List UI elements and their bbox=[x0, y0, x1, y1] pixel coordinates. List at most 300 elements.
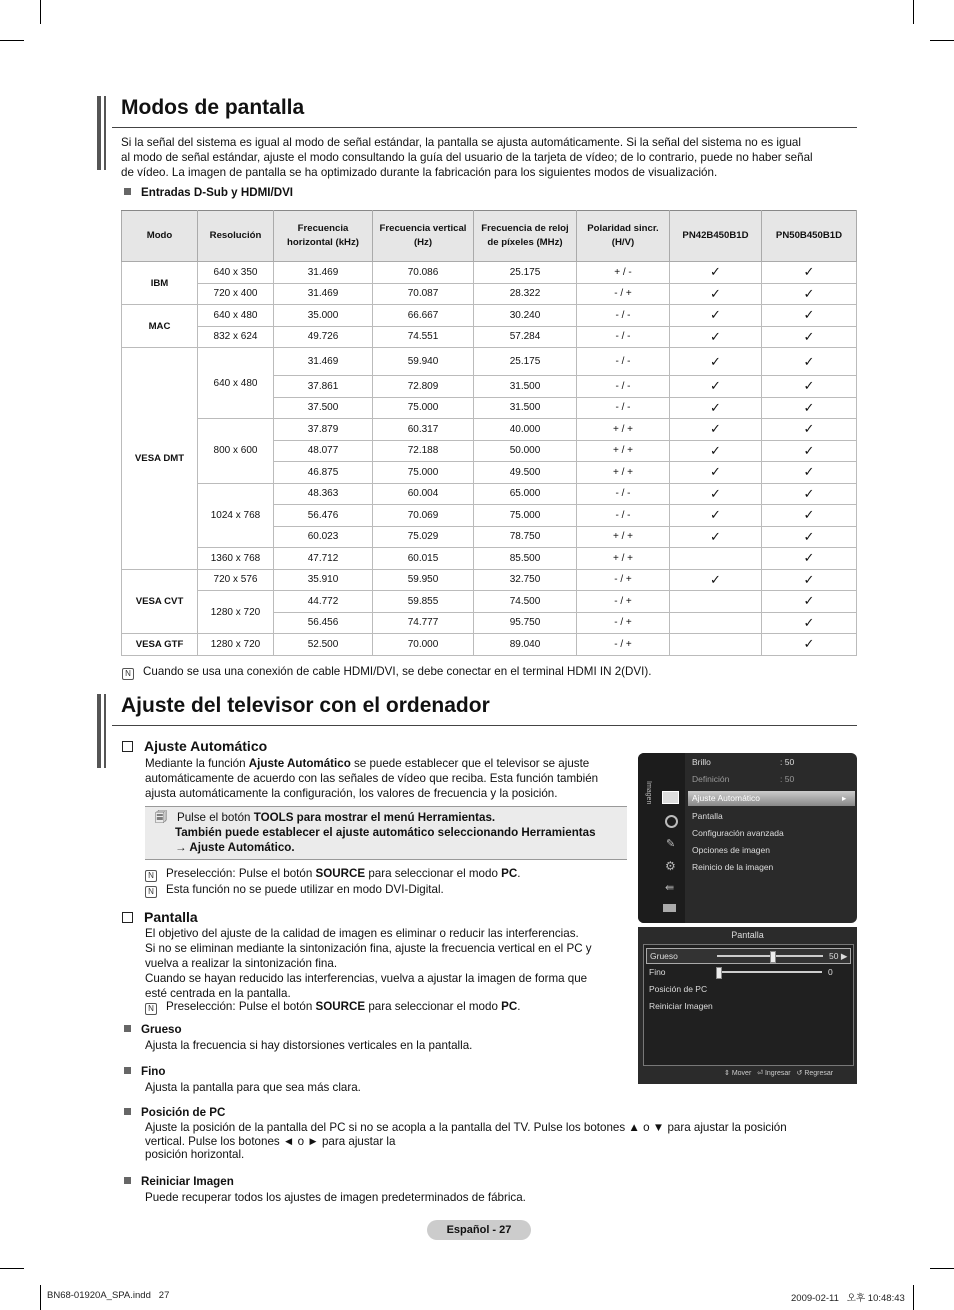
table-header-cell: Frecuencia horizontal (kHz) bbox=[274, 211, 373, 262]
check-icon: ✓ bbox=[803, 485, 815, 501]
osd-row-value: 0 bbox=[828, 967, 833, 977]
value-cell: 60.023 bbox=[274, 526, 373, 548]
check-icon: ✓ bbox=[803, 421, 815, 437]
check-icon: ✓ bbox=[803, 528, 815, 544]
pantalla-paragraph: El objetivo del ajuste de la calidad de imagen es eliminar o reducir las interferencias. Si no se eliminan mediante la sintonización fina, ajuste la frecuencia vertical en el PC y vuelva a realizar la sintonización fina. Cuando se hayan reducido las interferencias, vuelva a ajustar la imagen de forma que esté centrada en la pantalla. bbox=[145, 927, 592, 1000]
value-cell: 48.077 bbox=[274, 440, 373, 462]
value-cell: + / + bbox=[577, 419, 670, 441]
pantalla-note bbox=[145, 999, 520, 1015]
check-icon: ✓ bbox=[710, 285, 721, 301]
osd-row-label: Reiniciar Imagen bbox=[649, 1001, 713, 1011]
value-cell: 75.000 bbox=[373, 462, 474, 484]
check-icon: ✓ bbox=[803, 264, 815, 280]
table-row bbox=[122, 348, 857, 376]
support-cell bbox=[670, 569, 762, 591]
crop-mark bbox=[913, 1285, 914, 1310]
item-posicion bbox=[124, 1105, 824, 1162]
item-title-text: Grueso bbox=[141, 1023, 182, 1036]
pnote-a: Preselección: Pulse el botón bbox=[166, 1000, 316, 1013]
support-cell bbox=[762, 397, 857, 419]
item-reiniciar bbox=[124, 1174, 526, 1205]
osd-row-value: ▸ bbox=[842, 793, 847, 803]
support-cell bbox=[670, 262, 762, 284]
note-icon: N bbox=[145, 870, 157, 882]
section-rule bbox=[112, 127, 857, 128]
value-cell: 37.879 bbox=[274, 419, 373, 441]
mode-cell: IBM bbox=[122, 262, 198, 305]
value-cell: 78.750 bbox=[474, 526, 577, 548]
osd-slider-knob[interactable] bbox=[770, 951, 776, 963]
check-icon: ✓ bbox=[710, 399, 721, 415]
check-icon: ✓ bbox=[803, 353, 815, 369]
check-icon: ✓ bbox=[803, 507, 815, 523]
value-cell: 74.500 bbox=[474, 591, 577, 613]
osd-row-value: : 50 bbox=[780, 757, 795, 767]
table-header-cell: Frecuencia vertical (Hz) bbox=[373, 211, 474, 262]
display-modes-table bbox=[121, 210, 857, 656]
return-icon: ↺ bbox=[796, 1070, 803, 1077]
value-cell: 56.456 bbox=[274, 612, 373, 634]
value-cell: 46.875 bbox=[274, 462, 373, 484]
osd-pantalla-panel bbox=[643, 944, 854, 1066]
osd-pantalla-row[interactable] bbox=[646, 948, 851, 964]
check-icon: ✓ bbox=[710, 378, 721, 394]
value-cell: 47.712 bbox=[274, 548, 373, 570]
support-cell bbox=[670, 397, 762, 419]
value-cell: 72.809 bbox=[373, 376, 474, 398]
resolution-cell: 1024 x 768 bbox=[198, 483, 274, 548]
table-header-cell: Polaridad sincr. (H/V) bbox=[577, 211, 670, 262]
osd-menu-row[interactable] bbox=[688, 843, 855, 858]
osd-picture-menu bbox=[638, 753, 857, 923]
section-title-modos: Modos de pantalla bbox=[121, 96, 305, 119]
value-cell: 49.500 bbox=[474, 462, 577, 484]
value-cell: - / - bbox=[577, 505, 670, 527]
osd-row-label: Brillo bbox=[692, 757, 711, 767]
pnote-d: PC bbox=[501, 1000, 518, 1013]
value-cell: 25.175 bbox=[474, 262, 577, 284]
value-cell: - / + bbox=[577, 634, 670, 656]
tip-b: TOOLS para mostrar el menú Herramientas. bbox=[253, 811, 496, 824]
pantalla-heading bbox=[122, 909, 198, 925]
bullet-square-icon bbox=[124, 1067, 131, 1074]
table-row bbox=[122, 262, 857, 284]
check-icon: ✓ bbox=[710, 528, 721, 544]
osd-row-value: : 50 bbox=[780, 774, 795, 784]
item-text: Ajusta la pantalla para que sea más clara. bbox=[145, 1081, 361, 1094]
file-meta: BN68-01920A_SPA.indd 27 bbox=[47, 1290, 170, 1301]
value-cell: 49.726 bbox=[274, 326, 373, 348]
item-text: Ajuste la posición de la pantalla del PC si no se acopla a la pantalla del TV. Pulse los botones ▲ o ▼ para ajustar la posición vertical. Pulse los botones ◄ o ► para ajustar la posición horizontal. bbox=[145, 1121, 787, 1161]
support-cell bbox=[762, 569, 857, 591]
intro-paragraph: Si la señal del sistema es igual al modo de señal estándar, la pantalla se ajusta automáticamente. Si la señal del sistema no es igual al modo de señal estándar, ajuste el modo consultando la guía del usuario de la tarjeta de vídeo; de lo contrario, puede no haber señal de vídeo. La imagen de pantalla se ha optimizado durante la fabricación para los siguientes modos de visualización. bbox=[121, 136, 813, 179]
value-cell: 70.069 bbox=[373, 505, 474, 527]
pantalla-heading-text: Pantalla bbox=[144, 909, 198, 925]
mode-cell: VESA DMT bbox=[122, 348, 198, 570]
auto-p1b: Ajuste Automático bbox=[248, 757, 351, 770]
date-meta: 2009-02-11 오후 10:48:43 bbox=[791, 1293, 905, 1304]
value-cell: 70.086 bbox=[373, 262, 474, 284]
value-cell: 30.240 bbox=[474, 305, 577, 327]
section-bar bbox=[104, 96, 106, 170]
osd-pantalla-dialog bbox=[638, 927, 857, 1084]
auto-heading bbox=[122, 738, 267, 754]
value-cell: - / + bbox=[577, 283, 670, 305]
crop-mark bbox=[930, 40, 954, 41]
support-cell bbox=[762, 612, 857, 634]
osd-slider-track[interactable] bbox=[717, 955, 823, 957]
osd-pantalla-row[interactable] bbox=[646, 965, 849, 979]
crop-mark bbox=[0, 1268, 24, 1269]
hint-ingresar: Ingresar bbox=[764, 1070, 791, 1077]
hdmi-note-text: Cuando se usa una conexión de cable HDMI/DVI, se debe conectar en el terminal HDMI IN 2(DVI). bbox=[143, 665, 652, 678]
osd-hints bbox=[724, 1069, 833, 1077]
check-icon: ✓ bbox=[803, 328, 815, 344]
table-row bbox=[122, 591, 857, 613]
value-cell: 70.087 bbox=[373, 283, 474, 305]
note2: Esta función no se puede utilizar en modo DVI-Digital. bbox=[166, 883, 444, 896]
crop-mark bbox=[40, 0, 41, 24]
support-cell bbox=[670, 440, 762, 462]
support-cell bbox=[762, 634, 857, 656]
value-cell: 89.040 bbox=[474, 634, 577, 656]
table-row bbox=[122, 569, 857, 591]
osd-row-label: Grueso bbox=[650, 951, 678, 961]
pnote-c: para seleccionar el modo bbox=[365, 1000, 502, 1013]
check-icon: ✓ bbox=[803, 307, 815, 323]
osd-row-label: Reinicio de la imagen bbox=[692, 862, 774, 872]
osd-row-label: Definición bbox=[692, 774, 730, 784]
value-cell: - / + bbox=[577, 612, 670, 634]
support-cell bbox=[670, 419, 762, 441]
support-cell bbox=[670, 305, 762, 327]
item-title bbox=[124, 1022, 451, 1037]
check-icon: ✓ bbox=[710, 507, 721, 523]
checkbox-icon bbox=[122, 912, 133, 923]
check-icon: ✓ bbox=[803, 614, 815, 630]
table-header-cell: Modo bbox=[122, 211, 198, 262]
table-header-cell: PN50B450B1D bbox=[762, 211, 857, 262]
item-fino bbox=[124, 1064, 361, 1095]
value-cell: 37.861 bbox=[274, 376, 373, 398]
value-cell: - / - bbox=[577, 376, 670, 398]
auto-paragraph bbox=[145, 756, 635, 801]
resolution-cell: 640 x 480 bbox=[198, 348, 274, 419]
support-cell bbox=[670, 612, 762, 634]
value-cell: 75.029 bbox=[373, 526, 474, 548]
value-cell: + / - bbox=[577, 262, 670, 284]
hint-regresar: Regresar bbox=[804, 1070, 834, 1077]
value-cell: - / - bbox=[577, 326, 670, 348]
bullet-square-icon bbox=[124, 1108, 131, 1115]
hdmi-note bbox=[122, 664, 651, 680]
crop-mark bbox=[40, 1285, 41, 1310]
value-cell: 95.750 bbox=[474, 612, 577, 634]
check-icon: ✓ bbox=[710, 307, 721, 323]
osd-pantalla-row[interactable] bbox=[646, 982, 849, 996]
value-cell: 65.000 bbox=[474, 483, 577, 505]
support-cell bbox=[762, 483, 857, 505]
section-bar bbox=[97, 96, 101, 170]
section-rule bbox=[112, 725, 857, 726]
note1b: SOURCE bbox=[315, 867, 366, 880]
support-cell bbox=[762, 262, 857, 284]
value-cell: 75.000 bbox=[474, 505, 577, 527]
item-grueso bbox=[124, 1022, 473, 1053]
note-icon: N bbox=[145, 1003, 157, 1015]
tip-c: También puede establecer el ajuste automático seleccionando Herramientas → Ajuste Automático. bbox=[175, 826, 596, 854]
note1e: . bbox=[517, 867, 521, 880]
osd-pantalla-title: Pantalla bbox=[731, 930, 764, 940]
sound-icon bbox=[665, 815, 678, 828]
move-icon: ⇕ bbox=[724, 1070, 730, 1077]
value-cell: - / - bbox=[577, 348, 670, 376]
item-text: Ajusta la frecuencia si hay distorsiones verticales en la pantalla. bbox=[145, 1039, 473, 1052]
section-bar bbox=[97, 694, 101, 768]
mode-cell: VESA CVT bbox=[122, 569, 198, 634]
value-cell: 35.000 bbox=[274, 305, 373, 327]
crop-mark bbox=[930, 1268, 954, 1269]
osd-menu-row[interactable] bbox=[688, 755, 855, 770]
crop-mark bbox=[913, 0, 914, 24]
osd-slider-knob[interactable] bbox=[716, 967, 722, 979]
value-cell: - / - bbox=[577, 305, 670, 327]
value-cell: 28.322 bbox=[474, 283, 577, 305]
osd-menu-row[interactable] bbox=[688, 860, 855, 875]
value-cell: 60.317 bbox=[373, 419, 474, 441]
auto-note-dvi bbox=[145, 882, 444, 898]
note-icon: N bbox=[122, 668, 134, 680]
check-icon: ✓ bbox=[803, 550, 815, 566]
value-cell: 32.750 bbox=[474, 569, 577, 591]
value-cell: 31.469 bbox=[274, 262, 373, 284]
value-cell: 50.000 bbox=[474, 440, 577, 462]
table-header-cell: Frecuencia de reloj de píxeles (MHz) bbox=[474, 211, 577, 262]
item-title-text: Fino bbox=[141, 1065, 166, 1078]
value-cell: 60.004 bbox=[373, 483, 474, 505]
resolution-cell: 720 x 400 bbox=[198, 283, 274, 305]
osd-menu-row[interactable] bbox=[688, 826, 855, 841]
subhead-inputs bbox=[124, 185, 293, 200]
note-icon: N bbox=[145, 886, 157, 898]
tip-text bbox=[155, 810, 625, 825]
support-cell bbox=[762, 305, 857, 327]
note1d: PC bbox=[501, 867, 518, 880]
crop-mark bbox=[0, 40, 24, 41]
check-icon: ✓ bbox=[710, 485, 721, 501]
value-cell: 31.500 bbox=[474, 376, 577, 398]
osd-pantalla-row[interactable] bbox=[646, 999, 849, 1013]
check-icon: ✓ bbox=[710, 464, 721, 480]
application-icon bbox=[663, 904, 676, 912]
value-cell: 70.000 bbox=[373, 634, 474, 656]
bullet-square-icon bbox=[124, 1177, 131, 1184]
check-icon: ✓ bbox=[803, 636, 815, 652]
value-cell: - / - bbox=[577, 397, 670, 419]
resolution-cell: 832 x 624 bbox=[198, 326, 274, 348]
value-cell: 35.910 bbox=[274, 569, 373, 591]
auto-note-source bbox=[145, 866, 520, 882]
mode-cell: VESA GTF bbox=[122, 634, 198, 656]
check-icon: ✓ bbox=[710, 442, 721, 458]
item-title bbox=[124, 1174, 505, 1189]
check-icon: ✓ bbox=[710, 571, 721, 587]
table-header-cell: Resolución bbox=[198, 211, 274, 262]
value-cell: 74.551 bbox=[373, 326, 474, 348]
resolution-cell: 1360 x 768 bbox=[198, 548, 274, 570]
value-cell: 25.175 bbox=[474, 348, 577, 376]
check-icon: ✓ bbox=[803, 593, 815, 609]
osd-menu-row[interactable] bbox=[688, 809, 855, 824]
item-title bbox=[124, 1105, 824, 1120]
table-row bbox=[122, 305, 857, 327]
value-cell: 74.777 bbox=[373, 612, 474, 634]
value-cell: 44.772 bbox=[274, 591, 373, 613]
support-cell bbox=[670, 326, 762, 348]
tools-icon: 🗐 bbox=[155, 810, 167, 824]
item-title-text: Posición de PC bbox=[141, 1106, 226, 1119]
support-cell bbox=[762, 326, 857, 348]
value-cell: - / - bbox=[577, 483, 670, 505]
resolution-cell: 800 x 600 bbox=[198, 419, 274, 484]
support-cell bbox=[762, 376, 857, 398]
tip-a: Pulse el botón bbox=[177, 811, 254, 824]
value-cell: 66.667 bbox=[373, 305, 474, 327]
support-cell bbox=[670, 526, 762, 548]
support-cell bbox=[762, 591, 857, 613]
input-icon: ⇚ bbox=[665, 882, 675, 894]
bullet-square-icon bbox=[124, 1025, 131, 1032]
value-cell: 60.015 bbox=[373, 548, 474, 570]
enter-icon: ⏎ bbox=[757, 1070, 763, 1077]
hint-mover: Mover bbox=[731, 1070, 752, 1077]
support-cell bbox=[670, 376, 762, 398]
channel-icon: ✎ bbox=[666, 838, 676, 850]
value-cell: + / + bbox=[577, 440, 670, 462]
support-cell bbox=[670, 462, 762, 484]
check-icon: ✓ bbox=[710, 328, 721, 344]
osd-menu-row[interactable] bbox=[688, 772, 855, 787]
note1a: Preselección: Pulse el botón bbox=[166, 867, 316, 880]
table-row bbox=[122, 283, 857, 305]
value-cell: 59.855 bbox=[373, 591, 474, 613]
check-icon: ✓ bbox=[710, 264, 721, 280]
support-cell bbox=[670, 634, 762, 656]
osd-row-label: Pantalla bbox=[692, 811, 723, 821]
note1c: para seleccionar el modo bbox=[365, 867, 502, 880]
value-cell: 85.500 bbox=[474, 548, 577, 570]
bullet-square-icon bbox=[124, 188, 131, 195]
value-cell: 52.500 bbox=[274, 634, 373, 656]
resolution-cell: 720 x 576 bbox=[198, 569, 274, 591]
pnote-e: . bbox=[517, 1000, 521, 1013]
support-cell bbox=[670, 548, 762, 570]
support-cell bbox=[670, 283, 762, 305]
osd-sidebar bbox=[638, 753, 685, 923]
resolution-cell: 1280 x 720 bbox=[198, 591, 274, 634]
check-icon: ✓ bbox=[803, 399, 815, 415]
check-icon: ✓ bbox=[710, 353, 721, 369]
value-cell: 37.500 bbox=[274, 397, 373, 419]
pnote-b: SOURCE bbox=[315, 1000, 366, 1013]
support-cell bbox=[670, 348, 762, 376]
osd-row-label: Configuración avanzada bbox=[692, 828, 784, 838]
support-cell bbox=[670, 505, 762, 527]
checkbox-icon bbox=[122, 741, 133, 752]
value-cell: 56.476 bbox=[274, 505, 373, 527]
mode-cell: MAC bbox=[122, 305, 198, 348]
resolution-cell: 640 x 350 bbox=[198, 262, 274, 284]
value-cell: 31.469 bbox=[274, 348, 373, 376]
support-cell bbox=[762, 419, 857, 441]
table-row bbox=[122, 548, 857, 570]
resolution-cell: 1280 x 720 bbox=[198, 634, 274, 656]
table-row bbox=[122, 634, 857, 656]
check-icon: ✓ bbox=[803, 378, 815, 394]
section-title-ajuste: Ajuste del televisor con el ordenador bbox=[121, 694, 490, 717]
support-cell bbox=[762, 505, 857, 527]
osd-row-label: Opciones de imagen bbox=[692, 845, 770, 855]
support-cell bbox=[762, 348, 857, 376]
item-text: Puede recuperar todos los ajustes de imagen predeterminados de fábrica. bbox=[145, 1191, 526, 1204]
support-cell bbox=[762, 283, 857, 305]
value-cell: + / + bbox=[577, 548, 670, 570]
osd-row-value: 50 ▶ bbox=[829, 951, 848, 961]
table-header-cell: PN42B450B1D bbox=[670, 211, 762, 262]
check-icon: ✓ bbox=[803, 571, 815, 587]
check-icon: ✓ bbox=[803, 442, 815, 458]
item-title bbox=[124, 1064, 340, 1079]
tools-tip-box bbox=[145, 806, 627, 860]
osd-slider-track[interactable] bbox=[716, 971, 822, 973]
value-cell: - / + bbox=[577, 569, 670, 591]
check-icon: ✓ bbox=[803, 464, 815, 480]
subhead-label: Entradas D-Sub y HDMI/DVI bbox=[141, 186, 294, 199]
table-row bbox=[122, 326, 857, 348]
value-cell: 48.363 bbox=[274, 483, 373, 505]
value-cell: - / + bbox=[577, 591, 670, 613]
table-row bbox=[122, 483, 857, 505]
osd-side-label: Imagen bbox=[645, 781, 652, 805]
osd-row-label: Posición de PC bbox=[649, 984, 708, 994]
osd-menu-row[interactable] bbox=[688, 791, 855, 806]
value-cell: 31.500 bbox=[474, 397, 577, 419]
osd-row-label: Fino bbox=[649, 967, 666, 977]
setup-gear-icon: ⚙ bbox=[665, 859, 676, 873]
auto-heading-text: Ajuste Automático bbox=[144, 738, 268, 754]
picture-icon bbox=[662, 791, 679, 804]
value-cell: + / + bbox=[577, 526, 670, 548]
value-cell: 31.469 bbox=[274, 283, 373, 305]
support-cell bbox=[762, 462, 857, 484]
auto-p1c: se puede establecer que el televisor se ajuste automáticamente de acuerdo con las señales de vídeo que reciba. Esta función también ajusta automáticamente la configuración, los valores de frecuencia y la posición. bbox=[145, 757, 599, 800]
check-icon: ✓ bbox=[803, 285, 815, 301]
section-bar bbox=[104, 694, 106, 768]
check-icon: ✓ bbox=[710, 421, 721, 437]
value-cell: 75.000 bbox=[373, 397, 474, 419]
value-cell: 40.000 bbox=[474, 419, 577, 441]
page-number: Español - 27 bbox=[427, 1220, 531, 1240]
support-cell bbox=[762, 440, 857, 462]
resolution-cell: 640 x 480 bbox=[198, 305, 274, 327]
osd-row-label: Ajuste Automático bbox=[692, 793, 761, 803]
auto-p1a: Mediante la función bbox=[145, 757, 249, 770]
table-row bbox=[122, 419, 857, 441]
support-cell bbox=[762, 526, 857, 548]
value-cell: + / + bbox=[577, 462, 670, 484]
item-title-text: Reiniciar Imagen bbox=[141, 1175, 234, 1188]
support-cell bbox=[762, 548, 857, 570]
